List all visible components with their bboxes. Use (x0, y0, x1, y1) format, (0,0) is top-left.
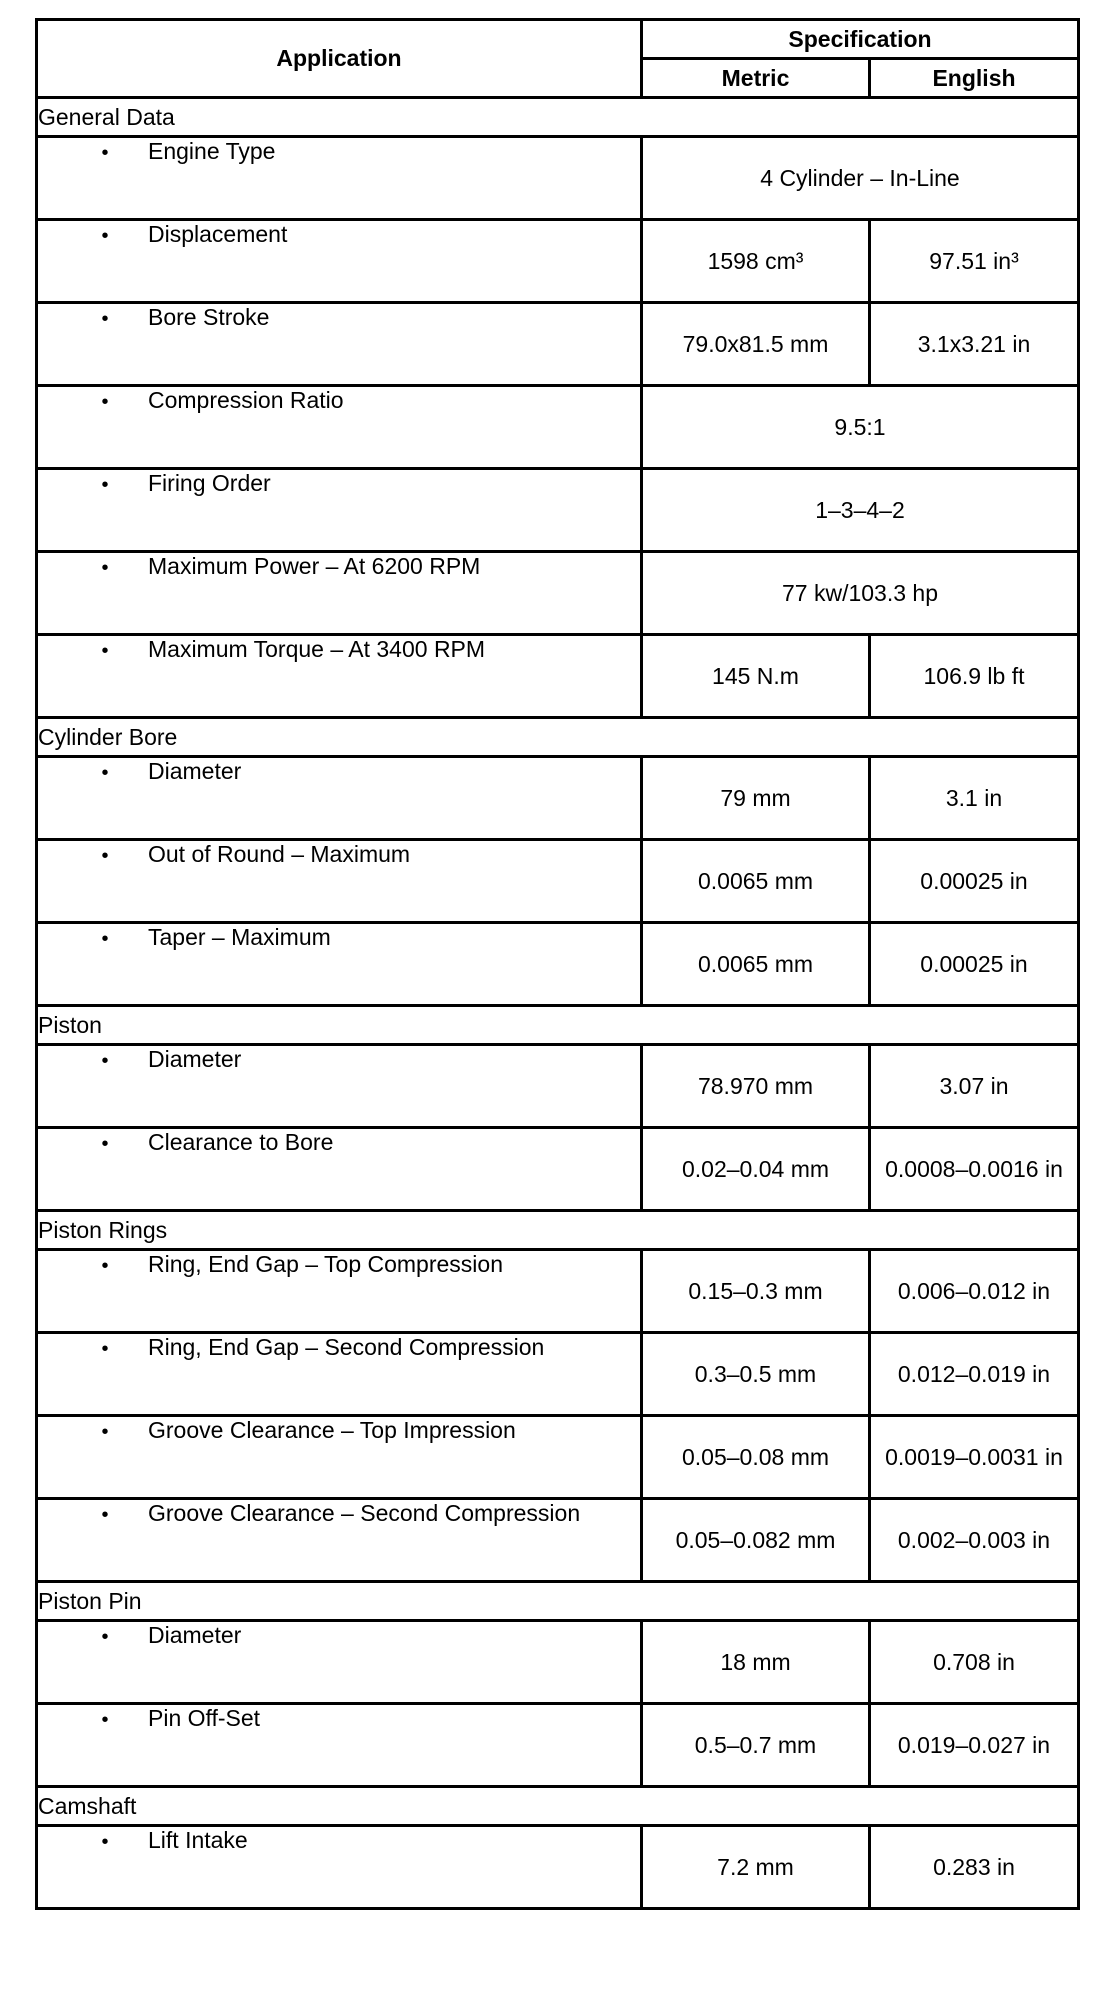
bullet-icon: • (101, 1831, 109, 1853)
metric-value: 7.2 mm (642, 1826, 870, 1909)
application-label: Bore Stroke (148, 304, 270, 330)
application-cell (37, 1045, 642, 1128)
application-label: Diameter (148, 1046, 242, 1072)
metric-value: 78.970 mm (642, 1045, 870, 1128)
application-label: Clearance to Bore (148, 1129, 334, 1155)
section-title: Piston Rings (37, 1211, 1079, 1250)
application-label: Pin Off-Set (148, 1705, 261, 1731)
english-value: 0.00025 in (870, 923, 1079, 1006)
table-body (37, 98, 1079, 1909)
section-row (37, 1006, 1079, 1045)
table-row (37, 1250, 1079, 1333)
bullet-icon: • (101, 1504, 109, 1526)
english-value: 0.708 in (870, 1621, 1079, 1704)
english-value: 0.0008–0.0016 in (870, 1128, 1079, 1211)
english-value: 3.1x3.21 in (870, 303, 1079, 386)
application-cell (37, 1128, 642, 1211)
application-label: Displacement (148, 221, 288, 247)
table-row (37, 1128, 1079, 1211)
bullet-icon: • (101, 308, 109, 330)
application-cell (37, 923, 642, 1006)
english-value: 0.012–0.019 in (870, 1333, 1079, 1416)
application-cell (37, 552, 642, 635)
bullet-icon: • (101, 474, 109, 496)
application-label: Firing Order (148, 470, 271, 496)
combined-value: 9.5:1 (642, 386, 1079, 469)
bullet-icon: • (101, 1338, 109, 1360)
table-row (37, 1045, 1079, 1128)
metric-value: 145 N.m (642, 635, 870, 718)
table-row (37, 1826, 1079, 1909)
bullet-icon: • (101, 1133, 109, 1155)
header-english: English (870, 59, 1079, 98)
metric-value: 0.02–0.04 mm (642, 1128, 870, 1211)
table-row (37, 1333, 1079, 1416)
application-cell (37, 1621, 642, 1704)
bullet-icon: • (101, 1626, 109, 1648)
section-row (37, 1787, 1079, 1826)
metric-value: 0.0065 mm (642, 923, 870, 1006)
bullet-icon: • (101, 640, 109, 662)
header-metric: Metric (642, 59, 870, 98)
application-cell (37, 1416, 642, 1499)
english-value: 106.9 lb ft (870, 635, 1079, 718)
section-row (37, 98, 1079, 137)
section-title: Piston Pin (37, 1582, 1079, 1621)
application-label: Diameter (148, 758, 242, 784)
header-application: Application (37, 20, 642, 98)
combined-value: 1–3–4–2 (642, 469, 1079, 552)
english-value: 0.002–0.003 in (870, 1499, 1079, 1582)
table-row (37, 386, 1079, 469)
table-row (37, 635, 1079, 718)
section-title: Camshaft (37, 1787, 1079, 1826)
english-value: 0.0019–0.0031 in (870, 1416, 1079, 1499)
table-header (37, 20, 1079, 98)
application-label: Engine Type (148, 138, 276, 164)
application-cell (37, 1499, 642, 1582)
bullet-icon: • (101, 557, 109, 579)
table-row (37, 1621, 1079, 1704)
bullet-icon: • (101, 225, 109, 247)
section-title: Cylinder Bore (37, 718, 1079, 757)
application-cell (37, 1250, 642, 1333)
application-label: Compression Ratio (148, 387, 344, 413)
bullet-icon: • (101, 142, 109, 164)
table-row (37, 923, 1079, 1006)
application-label: Ring, End Gap – Second Compression (148, 1334, 545, 1360)
application-cell (37, 635, 642, 718)
application-cell (37, 1704, 642, 1787)
section-row (37, 1582, 1079, 1621)
english-value: 97.51 in³ (870, 220, 1079, 303)
application-label: Maximum Power – At 6200 RPM (148, 553, 481, 579)
metric-value: 0.05–0.082 mm (642, 1499, 870, 1582)
bullet-icon: • (101, 762, 109, 784)
english-value: 3.07 in (870, 1045, 1079, 1128)
metric-value: 0.15–0.3 mm (642, 1250, 870, 1333)
english-value: 3.1 in (870, 757, 1079, 840)
metric-value: 0.05–0.08 mm (642, 1416, 870, 1499)
bullet-icon: • (101, 928, 109, 950)
application-label: Taper – Maximum (148, 924, 331, 950)
combined-value: 77 kw/103.3 hp (642, 552, 1079, 635)
spec-table (35, 18, 1080, 1910)
application-label: Diameter (148, 1622, 242, 1648)
application-cell (37, 469, 642, 552)
table-row (37, 220, 1079, 303)
application-cell (37, 303, 642, 386)
table-row (37, 552, 1079, 635)
application-label: Groove Clearance – Second Compression (148, 1500, 581, 1526)
metric-value: 0.5–0.7 mm (642, 1704, 870, 1787)
table-row (37, 1499, 1079, 1582)
application-cell (37, 1333, 642, 1416)
metric-value: 79 mm (642, 757, 870, 840)
application-cell (37, 757, 642, 840)
application-cell (37, 1826, 642, 1909)
application-label: Maximum Torque – At 3400 RPM (148, 636, 486, 662)
table-row (37, 1416, 1079, 1499)
bullet-icon: • (101, 1255, 109, 1277)
table-row (37, 757, 1079, 840)
section-title: General Data (37, 98, 1079, 137)
bullet-icon: • (101, 1050, 109, 1072)
application-label: Out of Round – Maximum (148, 841, 411, 867)
bullet-icon: • (101, 1421, 109, 1443)
metric-value: 79.0x81.5 mm (642, 303, 870, 386)
english-value: 0.019–0.027 in (870, 1704, 1079, 1787)
english-value: 0.006–0.012 in (870, 1250, 1079, 1333)
section-row (37, 1211, 1079, 1250)
application-cell (37, 386, 642, 469)
combined-value: 4 Cylinder – In-Line (642, 137, 1079, 220)
application-label: Groove Clearance – Top Impression (148, 1417, 516, 1443)
bullet-icon: • (101, 391, 109, 413)
table-row (37, 1704, 1079, 1787)
english-value: 0.00025 in (870, 840, 1079, 923)
bullet-icon: • (101, 1709, 109, 1731)
metric-value: 0.0065 mm (642, 840, 870, 923)
header-specification: Specification (642, 20, 1079, 59)
table-row (37, 469, 1079, 552)
metric-value: 1598 cm³ (642, 220, 870, 303)
bullet-icon: • (101, 845, 109, 867)
table-row (37, 303, 1079, 386)
metric-value: 0.3–0.5 mm (642, 1333, 870, 1416)
application-cell (37, 137, 642, 220)
application-cell (37, 220, 642, 303)
application-cell (37, 840, 642, 923)
section-title: Piston (37, 1006, 1079, 1045)
table-row (37, 137, 1079, 220)
table-row (37, 840, 1079, 923)
application-label: Lift Intake (148, 1827, 248, 1853)
metric-value: 18 mm (642, 1621, 870, 1704)
application-label: Ring, End Gap – Top Compression (148, 1251, 503, 1277)
section-row (37, 718, 1079, 757)
english-value: 0.283 in (870, 1826, 1079, 1909)
